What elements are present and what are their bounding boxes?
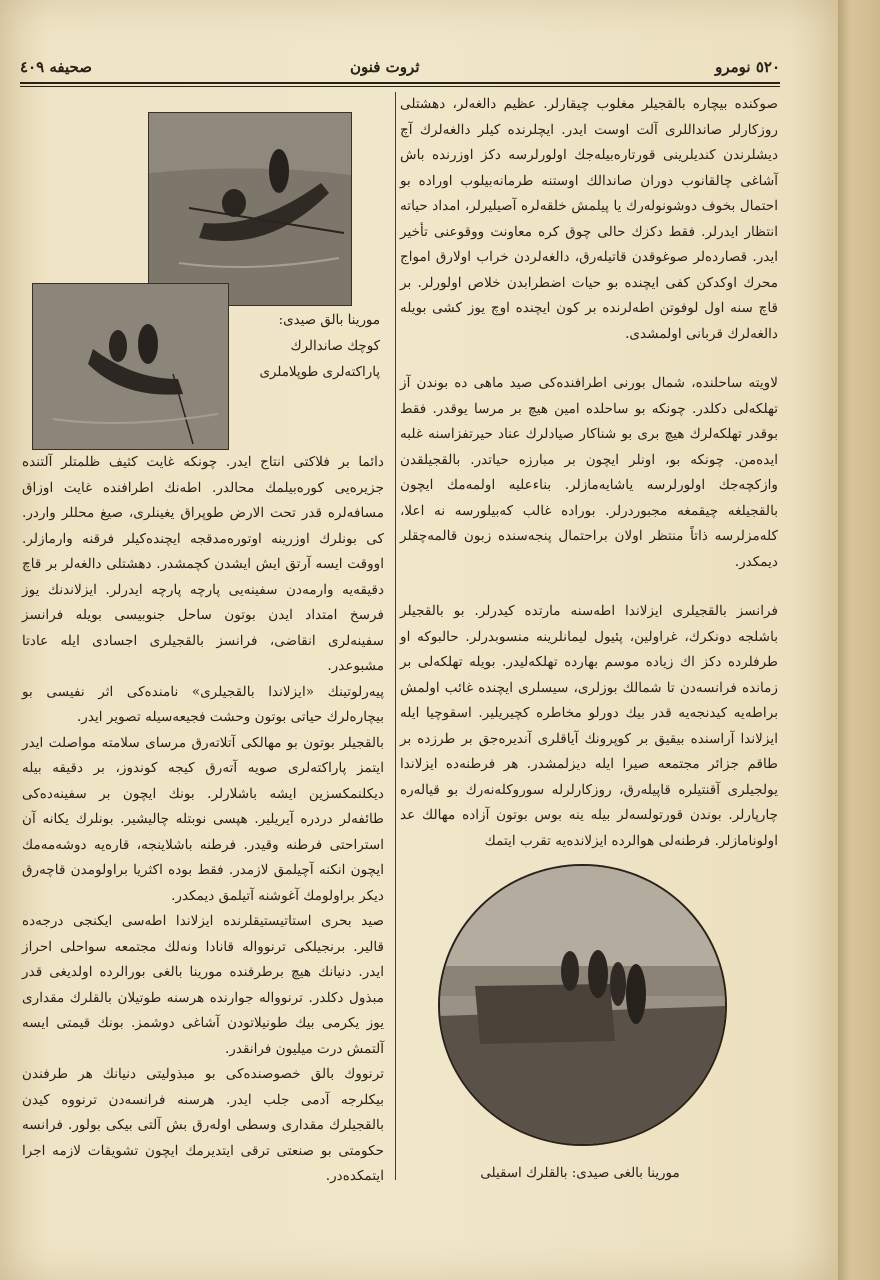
column-divider xyxy=(395,92,396,1180)
issue-number: ٥٢٠ نومرو xyxy=(715,58,780,76)
fish-drying-photo xyxy=(438,864,727,1146)
journal-title: ثروت فنون xyxy=(350,58,420,76)
page-number: صحيفه ٤٠٩ xyxy=(20,58,92,76)
right-paragraph-3: فرانسز بالقجيلری ايزلاندا اطه‌سنه مارتده كيدرلر. بو بالقجيلر باشلجه دونكرك، غراولين، پئيول ليمانلرينه منسوبدرلر. حالبوكه او طرفلرده دكز اك زياده موسم بهارده تهلكه‌ليدر. بويله تهلكه‌لی بر زمانده فرانسه‌دن تا شمالك بوزلری، سيسلری ايچنده غائب اولمش براطه‌يه كيدنجه‌يه قدر بيك دورلو مخاطره كچيريلير. اسقوچيا ايله ايزلاندا آراسنده بيقيق بر كوپرونك آياقلری آنديره‌جق بر طرزده بر طاقم جزائر مجتمعه صيرا ايله ديزلمشدر. هر فرطنه‌ده ايزلاندا يولجيلری آقنتيلره قاپيله‌رق، روزكارلرله سوروكله‌نه‌رك بو قياله‌ره چارپارلر. بوندن قورتولسه‌لر بيله ينه بوس بوتون آزاده مهالك عد اولونامازلر. فرطنه‌لی هوالرده ايزلانده‌يه تقرب ايتمك xyxy=(400,603,778,849)
circle-photo-caption: مورينا بالغی صيدی: بالقلرك اسقيلی xyxy=(480,1166,680,1181)
left-paragraph-1: دائما بر فلاكتی انتاج ايدر. چونكه غايت كثيف ظلمتلر آلتنده جزيره‌يی كوره‌بيلمك محالدر. اطه‌نك اطرافنده غايت اوزاق مسافه‌لره قدر تحت الارض طوپراق يغينلری، صيغ محللر واردر. كی بونلرك اوزرينه اوتوره‌مدقجه ايچنده‌كيلر فرقنه وارمازلر. اووقت ايسه آرتق ايش ايشدن كچمشدر. دهشتلی دالغه‌لر بر قاچ دقيقه‌يه وارمه‌دن سفينه‌يی پارچه پارچه ايدرلر. ايزلاندنك يوز فرسخ امتداد ايدن بوتون ساحل جنوبيسی بويله فرانسز سفينه‌لری انقاضی، فرانسز بالقجيلری اجسادی ايله عادتا مشبوعدر. xyxy=(22,454,385,674)
caption-line-1: مورينا بالق صيدی: xyxy=(278,313,380,328)
caption-line-3: پاراكته‌لری طوپلاملری xyxy=(259,365,380,380)
page-header xyxy=(20,52,780,82)
photo-caption xyxy=(240,308,380,386)
right-paragraph-2: لاويته ساحلنده، شمال بورنی اطرافنده‌كی صيد ماهی ده بوندن آز تهلكه‌لی دكلدر. چونكه بو ساحلده امين هيچ بر مرسا يوقدر. فقط بوقدر تهلكه‌لرك هيچ بری بو شناكار صيادلرك عناد حيرتفزاسنه غلبه ايده‌من. چونكه بو، اونلر ايچون بر مبارزه حياتدر. بالقجيلقدن وازكچه‌جك اولورلرسه ياشايه‌مازلر. بناءعليه اولمه‌مك ايچون بالقجيلغه چيقمغه مجبوردرلر. بوراده غالب كه‌بيلورسه نه اعلا، كله‌مزلرسه ذاتاً منتظر اولان براحتمال پنجه‌سنده زبون قالمه‌چقلر ديمكدر. xyxy=(400,375,778,570)
caption-line-2: كوچك صاندالرك xyxy=(290,339,380,354)
left-column xyxy=(22,450,384,1190)
boat-photo-1 xyxy=(148,112,352,306)
left-paragraph-5: ترنووك بالق خصوصنده‌كی بو مبذوليتی دنيانك هر طرفندن بيكلرجه آدمی جلب ايدر. هرسنه فرانسه‌دن ترنووه كيدن بالقجيلرك مقداری وسطی اوله‌رق بش آلتی بيكی بولور. فرانسه حكومتی بو صنعتی ترقی ايتديرمك ايچون تشويقات لازمه اجرا ايتمكده‌در. xyxy=(22,1066,384,1184)
header-rule xyxy=(20,82,780,84)
right-column xyxy=(400,92,778,854)
page-edge xyxy=(838,0,880,1280)
left-paragraph-3: بالقجيلر بوتون بو مهالكی آتلاته‌رق مرسای سلامته مواصلت ايدر ايتمز پاراكته‌لری صويه آته‌رق كيجه كوندوز، بر دقيقه بيله ديكلنمكسزين ايشه باشلارلر. بونك ايچون بر سفينه‌ده‌كی طائفه‌لر دردره آيريلير. هپسی نوبتله چاليشير. بونلرك يكانه آن استراحتی فرطنه وقيدر. فرطنه باشلاينجه، قاره‌يه دوشه‌مه‌مك ايچون انكنه آچيلمق لازمدر. فقط بوده اكثريا براولومدن قاچه‌رق ديكر براولومك آغوشنه آتيلمق ديمكدر. xyxy=(22,734,384,904)
boat-photo-2 xyxy=(32,283,229,450)
left-paragraph-4: صيد بحری استاتيستيقلرنده ايزلاندا اطه‌سی ايكنجی درجه‌ده قالير. برنجيلكی ترنوواله قانادا ونه‌لك مجتمعه سواحلی احراز ايدر. دنيانك هيچ برطرفنده مورينا بالغی بورالرده اولديغی قدر مبذول دكلدر. ترنوواله جوارنده هرسنه طوتيلان بالقلرك مقداری يوز يكرمی بيك طونيلاتودن آشاغی دوشمز. بونك قيمتی ايسه آلتمش درت ميليون فرانقدر. xyxy=(22,913,384,1057)
left-paragraph-2: پيه‌رلوتينك «ايزلاندا بالقجيلری» نامنده‌كی اثر نفيسی بو بيچاره‌لرك حياتی بوتون وحشت فجيعه‌سيله تصوير ايدر. xyxy=(22,683,384,725)
right-paragraph-1: صوكنده بيچاره بالقجيلر مغلوب چيقارلر. عظيم دالغه‌لر، دهشتلی روزكارلر صانداللری آلت اوست ايدر. ايچلرنده كيلر دالغه‌لرك آچ ديشلرندن كنديلرينی قورتاره‌بيله‌جك اولورلرسه دكز اوزرنده باش آشاغی چالقانوب دوران صاندالك اوستنه طرمانه‌بيلوب اوراده بو احتمال بخوف دوشونوله‌رك يا پيلمش خلقه‌لره آصيليرلر، امداد حياته انتظار ايدرلر. فقط دكزك حالی چوق كره معاونت ووقوعنی تأخير ايدر. قصارده‌لر صوغوقدن قاتيله‌رق، دالغه‌لردن خراب اولا‌رق امواج محرك اوكدكن كفی ايچنده بو حيات اضطرابدن خلاص اولورلر. بر قاچ سنه اول لوفوتن اطه‌لرنده بر كون ايچنده اوچ يوز كشی بويله دالغه‌لرك قربانی اولمشدی. xyxy=(400,96,778,342)
header-rule-thin xyxy=(20,86,780,87)
